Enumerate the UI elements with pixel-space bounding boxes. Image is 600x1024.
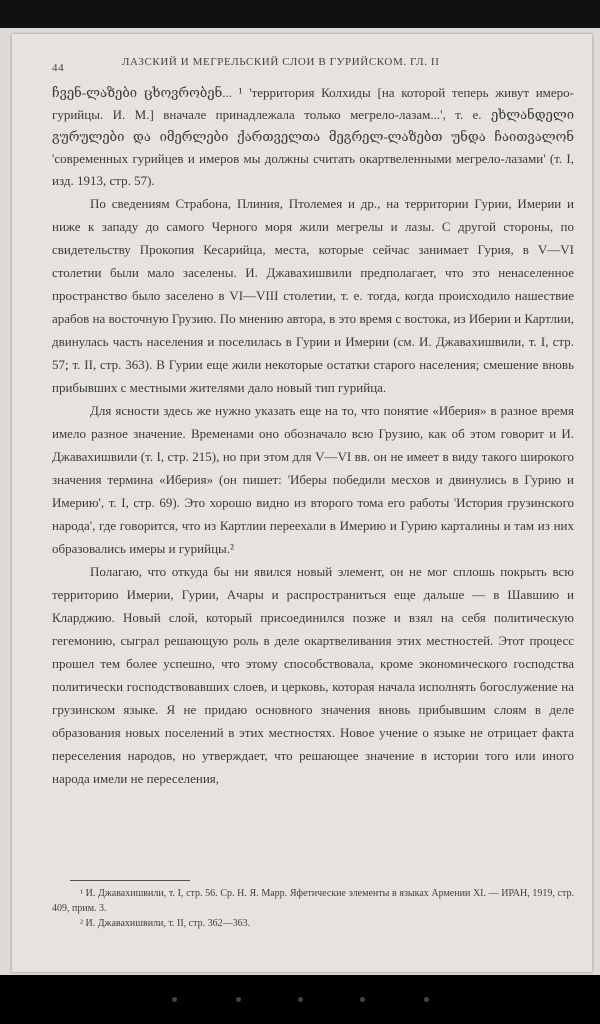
footnote-2: ² И. Джавахишвили, т. II, стр. 362—363.	[80, 918, 251, 929]
nav-dot-icon[interactable]	[360, 997, 365, 1002]
page-header	[52, 56, 562, 76]
document-viewer[interactable]	[0, 28, 600, 975]
paragraph-1: ჩვენ-ლაზები ცხოვრობენ... ¹ 'территория Колхиды [на которой теперь живут имеро-гурийцы. И. М.] вначале принадлежала только мегрело-лазам...', т. е. ეხლანდელი გურულები და იმერლები ქართველთა მეგრელ-ლაზებთ უნდა ჩაითვალონ 'современных гурийцев и имеров мы должны считать окартвеленными мегрело-лазами' (т. I, изд. 1913, стр. 57).	[52, 85, 574, 188]
nav-dot-icon[interactable]	[172, 997, 177, 1002]
footnote-divider	[70, 880, 190, 881]
paragraph-4: Полагаю, что откуда бы ни явился новый элемент, он не мог сплошь покрыть всю территорию Имерии, Гурии, Ачары и распространиться еще дальше — в Шавшию и Кларджию. Новый слой, который присоединился позже и взял на себя политическую гегемонию, сыграл решающую роль в деле окартвеливания этих местностей. Этот процесс прошел тем более успешно, что этому способствовала, кроме экономического господства политически господствовавших слоев, и церковь, которая начала исполнять богослужение на грузинском языке. Я не придаю основного значения вновь прибывшим слоям в деле образования новых поселений в этих местностях. Новое учение о языке не отрицает факта переселения народов, но утверждает, что решающее значение в истории того или иного народа имели не переселения,	[52, 564, 574, 786]
paragraph-3: Для ясности здесь же нужно указать еще на то, что понятие «Иберия» в разное время имело разное значение. Временами оно обозначало всю Грузию, как об этом говорит и И. Джавахишвили (т. I, стр. 215), но при этом для V—VI вв. он не имеет в виду такого широкого значения термина «Иберия» (он пишет: 'Иберы победили месхов и двинулись в Гурию и Имерию', т. I, стр. 69). Это хорошо видно из второго тома его работы 'История грузинского народа', где говорится, что из Картлии переехали в Имерию и Гурию карталины и там из них образовались имеры и гурийцы.²	[52, 403, 574, 556]
running-head: ЛАЗСКИЙ И МЕГРЕЛЬСКИЙ СЛОИ В ГУРИЙСКОМ. ГЛ. II	[122, 56, 440, 68]
paragraph-2: По сведениям Страбона, Плиния, Птолемея и др., на территории Гурии, Имерии и ниже к западу до самого Черного моря жили мегрелы и лазы. С другой стороны, по свидетельству Прокопия Кесарийца, места, которые сейчас занимает Гурия, в V—VI столетии были мало заселены. И. Джавахишвили предполагает, что это ненаселенное пространство было заселено в VI—VIII столетии, т. е. тогда, когда происходило нашествие арабов на восточную Грузию. По мнению автора, в это время с востока, из Иберии и Картлии, двинулась часть населения и поселилась в Гурии и Имерии (см. И. Джавахишвили, т. I, стр. 57; т. II, стр. 363). В Гурии еще жили некоторые остатки старого населения; смешение вновь прибывших с местными жителями дало новый тип гурийца.	[52, 196, 574, 395]
footnote-1: ¹ И. Джавахишвили, т. I, стр. 56. Ср. Н. Я. Марр. Яфетические элементы в языках Армении XI. — ИРАН, 1919, стр. 409, прим. 3.	[52, 888, 574, 914]
book-page	[12, 34, 592, 972]
status-bar	[0, 0, 600, 28]
nav-dot-icon[interactable]	[298, 997, 303, 1002]
footnotes	[52, 886, 574, 931]
nav-dot-icon[interactable]	[236, 997, 241, 1002]
navigation-bar	[0, 975, 600, 1024]
page-number: 44	[52, 62, 65, 74]
page-body	[52, 82, 574, 790]
nav-dot-icon[interactable]	[424, 997, 429, 1002]
